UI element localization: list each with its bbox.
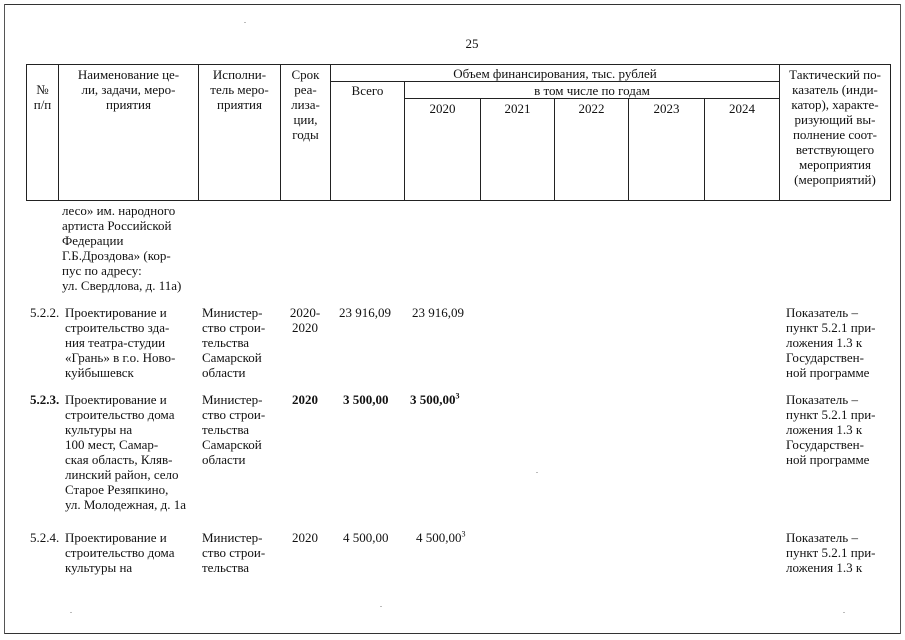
row-number: 5.2.2. (30, 305, 60, 320)
row-2020-value: 4 500,00 (416, 530, 462, 545)
row-indicator: Показатель – пункт 5.2.1 при- ложения 1.3 к Государствен- ной программе (786, 392, 876, 467)
header-year: 2021 (504, 101, 531, 116)
header-col-line (404, 81, 405, 200)
header-number: № п/п (33, 82, 52, 112)
header-total: Всего (351, 83, 384, 98)
row-indicator: Показатель – пункт 5.2.1 при- ложения 1.3 к (786, 530, 876, 575)
header-col-line (890, 64, 891, 200)
scan-speck (70, 612, 72, 613)
header-name: Наименование це- ли, задачи, меро- приятия (77, 67, 180, 112)
header-term: Срок реа- лиза- ции, годы (291, 67, 320, 142)
header-border-bottom (26, 200, 891, 201)
row-2020-footnote: 3 (455, 391, 460, 401)
row-2020-value: 3 500,00 (410, 392, 456, 407)
row-total: 4 500,00 (343, 530, 389, 545)
header-funding: Объем финансирования, тыс. рублей (453, 66, 657, 81)
header-indicator: Тактический по- казатель (инди- катор), характе- ризующий вы- полнение соот- ветствующего мероприятия (мероприятий) (789, 67, 881, 187)
row-name: лесо» им. народного артиста Российской Федерации Г.Б.Дроздова» (кор- пус по адресу: ул. Свердлова, д. 11а) (62, 203, 182, 293)
scan-speck (536, 472, 538, 473)
page-frame-bottom (4, 633, 901, 634)
row-term: 2020 (292, 392, 318, 407)
row-name: Проектирование и строительство зда- ния театра-студии «Грань» в г.о. Ново- куйбышевск (65, 305, 176, 380)
page-frame-right (900, 4, 901, 634)
header-year: 2020 (429, 101, 456, 116)
header-border-top (26, 64, 891, 65)
row-2020-footnote: 3 (461, 529, 466, 539)
row-total: 23 916,09 (339, 305, 391, 320)
row-total: 3 500,00 (343, 392, 389, 407)
row-name: Проектирование и строительство дома культуры на 100 мест, Самар- ская область, Кляв- линский район, село Старое Резяпкино, ул. Молодежная, д. 1а (65, 392, 187, 512)
header-years-group: в том числе по годам (534, 83, 650, 98)
page-number: 25 (465, 36, 479, 51)
row-executor: Министер- ство строи- тельства (202, 530, 266, 575)
row-2020 (410, 392, 460, 407)
header-year: 2023 (653, 101, 680, 116)
header-year: 2022 (578, 101, 605, 116)
scan-speck (843, 612, 845, 613)
row-number: 5.2.4. (30, 530, 60, 545)
scan-speck (244, 22, 246, 23)
header-border-funding (330, 81, 779, 82)
header-border-years (404, 98, 779, 99)
page-frame-left (4, 4, 5, 634)
row-2020 (416, 530, 466, 545)
header-executor: Исполни- тель меро- приятия (210, 67, 269, 112)
row-indicator: Показатель – пункт 5.2.1 при- ложения 1.3 к Государствен- ной программе (786, 305, 876, 380)
row-term: 2020 (292, 530, 318, 545)
scan-speck (380, 606, 382, 607)
table-header (26, 64, 891, 200)
header-year: 2024 (729, 101, 755, 116)
row-term: 2020- 2020 (289, 305, 321, 335)
row-executor: Министер- ство строи- тельства Самарской области (202, 392, 266, 467)
row-2020: 23 916,09 (412, 305, 464, 320)
row-name: Проектирование и строительство дома культуры на (65, 530, 175, 575)
row-executor: Министер- ство строи- тельства Самарской области (202, 305, 266, 380)
page-frame-top (4, 4, 901, 5)
row-number: 5.2.3. (30, 392, 60, 407)
